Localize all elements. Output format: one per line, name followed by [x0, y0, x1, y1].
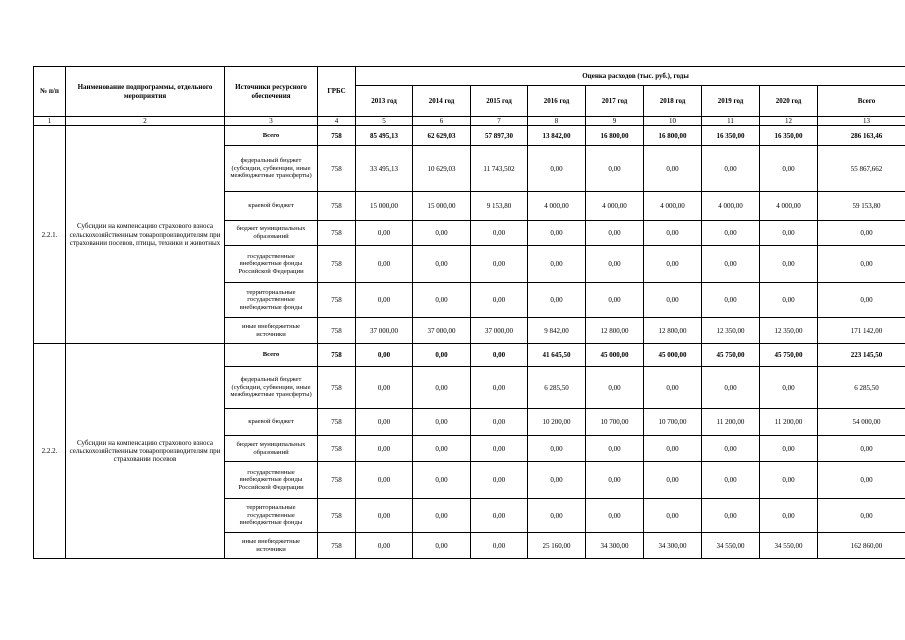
year-value: 0,00: [413, 533, 471, 559]
year-value: 10 629,03: [413, 146, 471, 192]
year-value: 16 800,00: [644, 126, 702, 146]
year-value: 10 700,00: [586, 409, 644, 436]
header-estimate: Оценка расходов (тыс. руб.), годы: [356, 67, 905, 86]
year-value: 0,00: [702, 221, 760, 246]
year-value: 0,00: [760, 246, 818, 283]
col-number: 11: [702, 117, 760, 126]
year-value: 0,00: [471, 221, 528, 246]
year-value: 0,00: [702, 283, 760, 318]
year-value: 0,00: [471, 344, 528, 367]
funding-source: бюджет муниципальных образований: [225, 436, 318, 462]
year-value: 0,00: [528, 146, 586, 192]
year-value: 0,00: [644, 462, 702, 499]
year-value: 0,00: [644, 283, 702, 318]
year-value: 0,00: [356, 462, 413, 499]
header-num: № п/п: [34, 67, 66, 117]
year-value: 41 645,50: [528, 344, 586, 367]
year-value: 0,00: [644, 367, 702, 409]
year-value: 4 000,00: [702, 192, 760, 221]
year-value: 12 350,00: [760, 318, 818, 344]
year-value: 0,00: [702, 436, 760, 462]
year-value: 0,00: [356, 283, 413, 318]
year-value: 45 000,00: [586, 344, 644, 367]
year-value: 0,00: [471, 533, 528, 559]
header-name: Наименование подпрограммы, отдельного мероприятия: [66, 67, 225, 117]
year-value: 12 800,00: [644, 318, 702, 344]
year-value: 0,00: [413, 436, 471, 462]
grbs-code: 758: [318, 344, 356, 367]
year-value: 0,00: [413, 344, 471, 367]
year-value: 0,00: [413, 367, 471, 409]
funding-source: иные внебюджетные источники: [225, 318, 318, 344]
year-value: 0,00: [644, 499, 702, 533]
year-value: 0,00: [586, 367, 644, 409]
year-value: 6 285,50: [528, 367, 586, 409]
grbs-code: 758: [318, 126, 356, 146]
total-value: 0,00: [818, 436, 905, 462]
year-value: 0,00: [760, 436, 818, 462]
funding-source: краевой бюджет: [225, 409, 318, 436]
total-value: 0,00: [818, 283, 905, 318]
funding-source: Всего: [225, 126, 318, 146]
year-value: 34 300,00: [644, 533, 702, 559]
year-value: 0,00: [528, 221, 586, 246]
grbs-code: 758: [318, 283, 356, 318]
header-year: 2019 год: [702, 86, 760, 117]
col-number: 5: [356, 117, 413, 126]
col-number: 8: [528, 117, 586, 126]
year-value: 11 200,00: [760, 409, 818, 436]
col-number: 9: [586, 117, 644, 126]
year-value: 0,00: [471, 499, 528, 533]
funding-source: государственные внебюджетные фонды Российской Федерации: [225, 462, 318, 499]
year-value: 0,00: [702, 499, 760, 533]
year-value: 0,00: [528, 462, 586, 499]
year-value: 4 000,00: [760, 192, 818, 221]
year-value: 0,00: [356, 409, 413, 436]
funding-source: иные внебюджетные источники: [225, 533, 318, 559]
header-year: 2016 год: [528, 86, 586, 117]
year-value: 0,00: [471, 283, 528, 318]
year-value: 37 000,00: [471, 318, 528, 344]
year-value: 34 300,00: [586, 533, 644, 559]
year-value: 0,00: [528, 436, 586, 462]
year-value: 57 897,30: [471, 126, 528, 146]
grbs-code: 758: [318, 246, 356, 283]
year-value: 0,00: [356, 533, 413, 559]
year-value: 4 000,00: [528, 192, 586, 221]
year-value: 0,00: [471, 246, 528, 283]
year-value: 16 350,00: [760, 126, 818, 146]
year-value: 33 495,13: [356, 146, 413, 192]
header-year: 2013 год: [356, 86, 413, 117]
col-number: 4: [318, 117, 356, 126]
grbs-code: 758: [318, 436, 356, 462]
grbs-code: 758: [318, 462, 356, 499]
funding-source: краевой бюджет: [225, 192, 318, 221]
year-value: 0,00: [644, 221, 702, 246]
year-value: 15 000,00: [413, 192, 471, 221]
year-value: 16 350,00: [702, 126, 760, 146]
total-row: [34, 344, 905, 367]
year-value: 0,00: [586, 146, 644, 192]
year-value: 45 750,00: [702, 344, 760, 367]
year-value: 37 000,00: [413, 318, 471, 344]
year-value: 85 495,13: [356, 126, 413, 146]
header-total: Всего: [818, 86, 905, 117]
year-value: 0,00: [413, 409, 471, 436]
col-number: 3: [225, 117, 318, 126]
year-value: 0,00: [528, 499, 586, 533]
funding-source: Всего: [225, 344, 318, 367]
funding-source: федеральный бюджет (субсидии, субвенции, иные межбюджетные трансферты): [225, 367, 318, 409]
total-value: 0,00: [818, 462, 905, 499]
year-value: 0,00: [760, 499, 818, 533]
funding-source: государственные внебюджетные фонды Российской Федерации: [225, 246, 318, 283]
year-value: 0,00: [356, 221, 413, 246]
year-value: 4 000,00: [644, 192, 702, 221]
year-value: 0,00: [413, 221, 471, 246]
total-value: 171 142,00: [818, 318, 905, 344]
total-value: 0,00: [818, 246, 905, 283]
year-value: 34 550,00: [702, 533, 760, 559]
year-value: 0,00: [760, 221, 818, 246]
total-value: 286 163,46: [818, 126, 905, 146]
year-value: 0,00: [528, 283, 586, 318]
header-year: 2017 год: [586, 86, 644, 117]
header-source: Источники ресурсного обеспечения: [225, 67, 318, 117]
year-value: 0,00: [413, 499, 471, 533]
year-value: 4 000,00: [586, 192, 644, 221]
year-value: 0,00: [644, 436, 702, 462]
col-number: 2: [66, 117, 225, 126]
year-value: 9 153,80: [471, 192, 528, 221]
year-value: 0,00: [471, 367, 528, 409]
item-name: Субсидии на компенсацию страхового взноса сельскохозяйственным товаропроизводителям при страховании посевов, птицы, техники и животных: [66, 126, 225, 344]
year-value: 37 000,00: [356, 318, 413, 344]
year-value: 0,00: [586, 246, 644, 283]
year-value: 62 629,03: [413, 126, 471, 146]
total-value: 162 860,00: [818, 533, 905, 559]
item-number: 2.2.1.: [34, 126, 66, 344]
year-value: 0,00: [760, 367, 818, 409]
header-year: 2014 год: [413, 86, 471, 117]
total-value: 55 867,662: [818, 146, 905, 192]
header-year: 2018 год: [644, 86, 702, 117]
year-value: 0,00: [471, 462, 528, 499]
year-value: 9 842,00: [528, 318, 586, 344]
grbs-code: 758: [318, 409, 356, 436]
year-value: 0,00: [586, 462, 644, 499]
year-value: 0,00: [702, 367, 760, 409]
total-value: 0,00: [818, 499, 905, 533]
grbs-code: 758: [318, 367, 356, 409]
year-value: 34 550,00: [760, 533, 818, 559]
funding-source: федеральный бюджет (субсидии, субвенции, иные межбюджетные трансферты): [225, 146, 318, 192]
year-value: 0,00: [702, 462, 760, 499]
column-numbers-row: [34, 117, 905, 126]
col-number: 10: [644, 117, 702, 126]
grbs-code: 758: [318, 318, 356, 344]
year-value: 12 800,00: [586, 318, 644, 344]
total-row: [34, 126, 905, 146]
year-value: 10 200,00: [528, 409, 586, 436]
year-value: 0,00: [760, 462, 818, 499]
grbs-code: 758: [318, 499, 356, 533]
year-value: 0,00: [413, 246, 471, 283]
col-number: 1: [34, 117, 66, 126]
header-grbs: ГРБС: [318, 67, 356, 117]
year-value: 0,00: [644, 146, 702, 192]
col-number: 6: [413, 117, 471, 126]
year-value: 0,00: [413, 462, 471, 499]
year-value: 0,00: [586, 221, 644, 246]
year-value: 0,00: [528, 246, 586, 283]
year-value: 13 842,00: [528, 126, 586, 146]
year-value: 0,00: [702, 246, 760, 283]
year-value: 0,00: [702, 146, 760, 192]
year-value: 16 800,00: [586, 126, 644, 146]
year-value: 0,00: [356, 436, 413, 462]
year-value: 45 000,00: [644, 344, 702, 367]
year-value: 0,00: [471, 409, 528, 436]
year-value: 0,00: [586, 436, 644, 462]
col-number: 12: [760, 117, 818, 126]
year-value: 10 700,00: [644, 409, 702, 436]
year-value: 45 750,00: [760, 344, 818, 367]
grbs-code: 758: [318, 192, 356, 221]
year-value: 15 000,00: [356, 192, 413, 221]
total-value: 223 145,50: [818, 344, 905, 367]
total-value: 59 153,80: [818, 192, 905, 221]
budget-table: [33, 66, 905, 559]
year-value: 0,00: [413, 283, 471, 318]
year-value: 11 743,502: [471, 146, 528, 192]
header-year: 2015 год: [471, 86, 528, 117]
year-value: 0,00: [644, 246, 702, 283]
year-value: 0,00: [356, 499, 413, 533]
year-value: 0,00: [356, 367, 413, 409]
year-value: 12 350,00: [702, 318, 760, 344]
year-value: 0,00: [356, 246, 413, 283]
year-value: 0,00: [586, 283, 644, 318]
col-number: 7: [471, 117, 528, 126]
funding-source: бюджет муниципальных образований: [225, 221, 318, 246]
year-value: 0,00: [760, 283, 818, 318]
total-value: 0,00: [818, 221, 905, 246]
item-number: 2.2.2.: [34, 344, 66, 559]
header-year: 2020 год: [760, 86, 818, 117]
funding-source: территориальные государственные внебюджетные фонды: [225, 283, 318, 318]
year-value: 0,00: [760, 146, 818, 192]
col-number: 13: [818, 117, 905, 126]
funding-source: территориальные государственные внебюджетные фонды: [225, 499, 318, 533]
grbs-code: 758: [318, 533, 356, 559]
year-value: 0,00: [586, 499, 644, 533]
year-value: 11 200,00: [702, 409, 760, 436]
item-name: Субсидии на компенсацию страхового взноса сельскохозяйственным товаропроизводителям при страховании посевов: [66, 344, 225, 559]
year-value: 0,00: [356, 344, 413, 367]
grbs-code: 758: [318, 221, 356, 246]
grbs-code: 758: [318, 146, 356, 192]
year-value: 25 160,00: [528, 533, 586, 559]
total-value: 6 285,50: [818, 367, 905, 409]
year-value: 0,00: [471, 436, 528, 462]
total-value: 54 000,00: [818, 409, 905, 436]
